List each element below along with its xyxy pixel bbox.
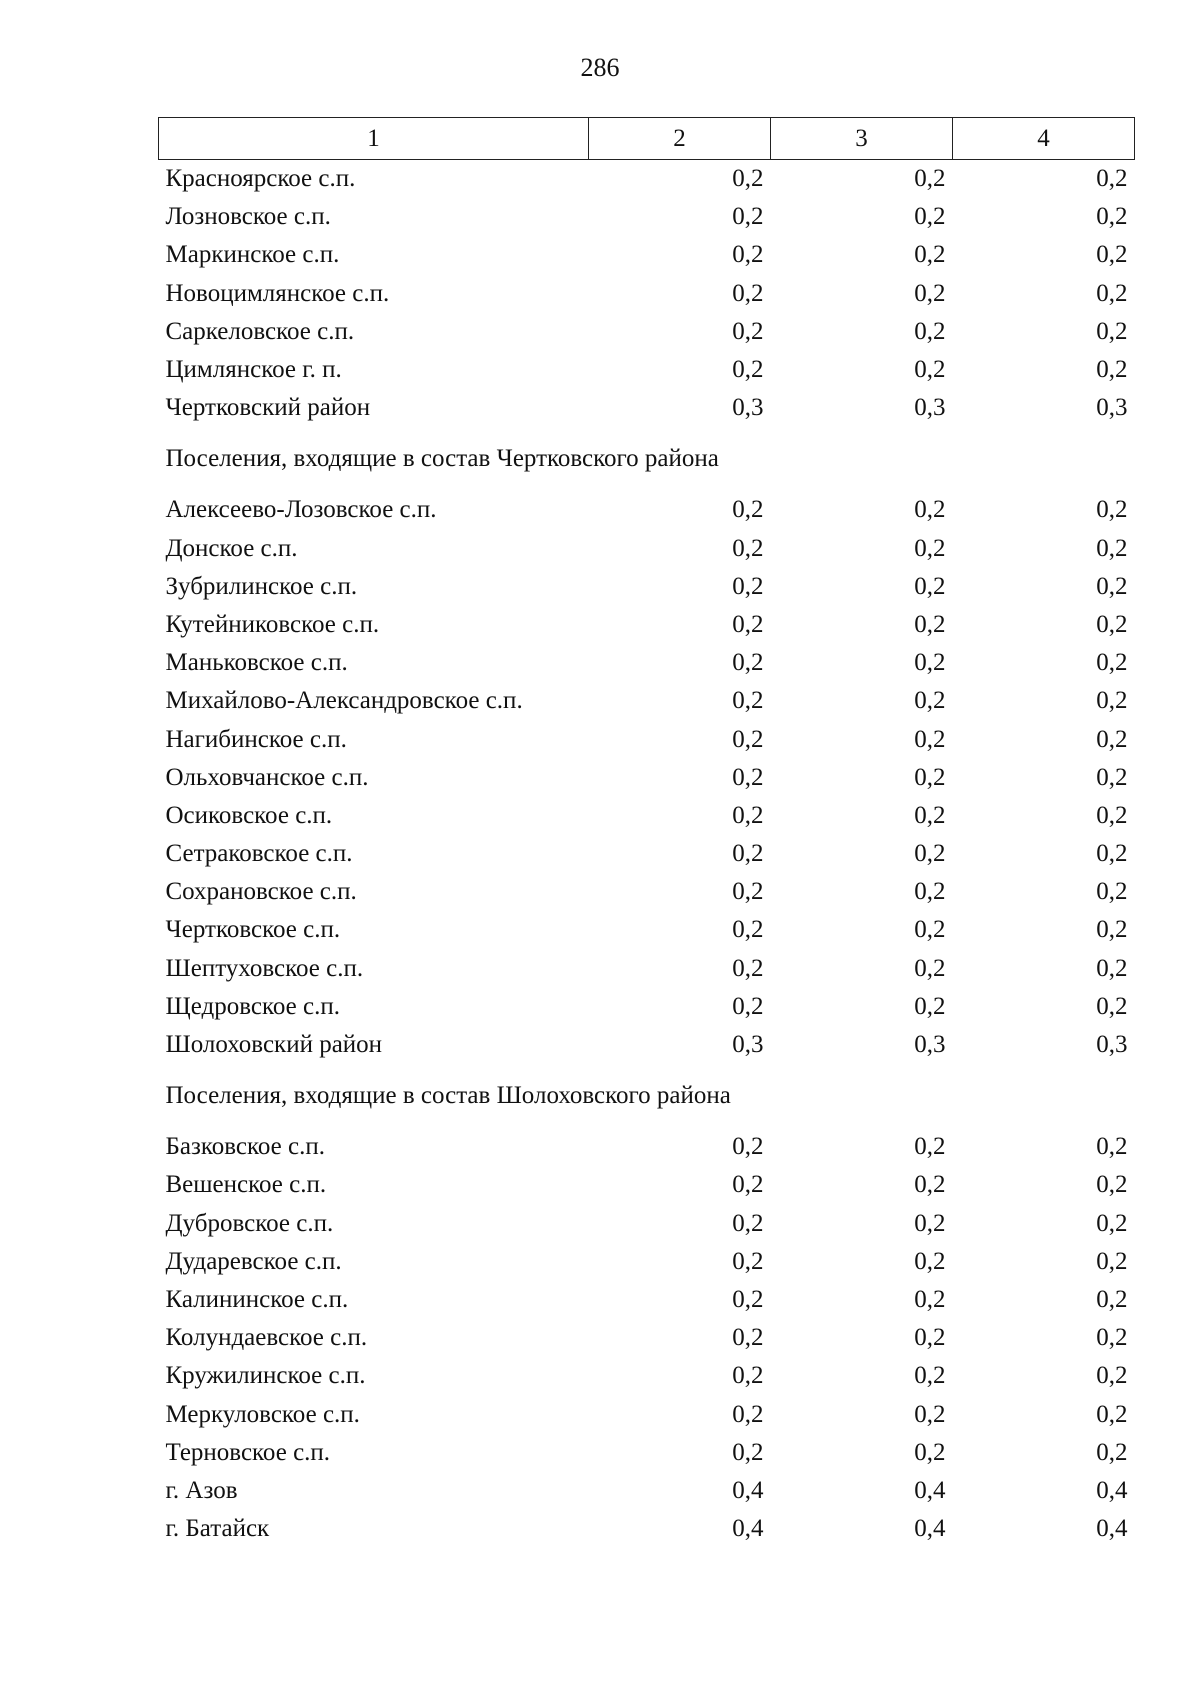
value-cell-col-4: 0,2 — [1096, 1285, 1128, 1313]
column-header-2: 2 — [589, 118, 771, 160]
value-cell-col-3: 0,4 — [914, 1515, 946, 1543]
value-cell-col-3: 0,2 — [914, 241, 946, 269]
value-cell-col-2: 0,2 — [732, 241, 764, 269]
page-number: 286 — [580, 53, 620, 82]
value-cell-col-2: 0,2 — [732, 687, 764, 715]
value-cell-col-3: 0,2 — [914, 1362, 946, 1390]
value-cell-col-2: 0,2 — [732, 572, 764, 600]
table-row — [159, 1357, 1135, 1395]
value-cell-col-4: 0,2 — [1096, 801, 1128, 829]
table-row — [159, 275, 1135, 313]
value-cell-col-3: 0,2 — [914, 572, 946, 600]
table-row — [159, 988, 1135, 1026]
value-cell-col-2: 0,2 — [732, 317, 764, 345]
table-header — [159, 118, 1135, 160]
settlement-name-cell: Шептуховское с.п. — [165, 954, 364, 982]
value-cell-col-4: 0,2 — [1096, 572, 1128, 600]
settlement-name-cell: Цимлянское г. п. — [165, 356, 342, 384]
table-row — [159, 1205, 1135, 1243]
value-cell-col-4: 0,2 — [1096, 1209, 1128, 1237]
value-cell-col-3: 0,2 — [914, 1209, 946, 1237]
value-cell-col-2: 0,2 — [732, 1285, 764, 1313]
section-subheader-row — [159, 427, 1135, 491]
settlement-name-cell: Сетраковское с.п. — [165, 840, 353, 868]
value-cell-col-4: 0,2 — [1096, 241, 1128, 269]
table-row — [159, 351, 1135, 389]
data-table — [158, 117, 1135, 1548]
value-cell-col-2: 0,2 — [732, 1438, 764, 1466]
table-row — [159, 1128, 1135, 1166]
header-row — [159, 118, 1135, 160]
value-cell-col-4: 0,2 — [1096, 1247, 1128, 1275]
value-cell-col-3: 0,2 — [914, 992, 946, 1020]
value-cell-col-2: 0,2 — [732, 992, 764, 1020]
value-cell-col-2: 0,2 — [732, 916, 764, 944]
value-cell-col-3: 0,2 — [914, 610, 946, 638]
settlement-name-cell: Калининское с.п. — [165, 1285, 349, 1313]
value-cell-col-3: 0,2 — [914, 1285, 946, 1313]
value-cell-col-3: 0,2 — [914, 1400, 946, 1428]
settlement-name-cell: Дубровское с.п. — [165, 1209, 334, 1237]
value-cell-col-4: 0,2 — [1096, 725, 1128, 753]
table-row — [159, 797, 1135, 835]
value-cell-col-3: 0,2 — [914, 649, 946, 677]
value-cell-col-4: 0,2 — [1096, 840, 1128, 868]
settlement-name-cell: Колундаевское с.п. — [165, 1324, 368, 1352]
settlement-name-cell: Красноярское с.п. — [165, 165, 356, 193]
value-cell-col-4: 0,2 — [1096, 649, 1128, 677]
settlement-name-cell: г. Батайск — [165, 1515, 270, 1543]
table-row — [159, 1281, 1135, 1319]
settlement-name-cell: Базковское с.п. — [165, 1133, 325, 1161]
value-cell-col-4: 0,2 — [1096, 1362, 1128, 1390]
value-cell-col-4: 0,2 — [1096, 534, 1128, 562]
value-cell-col-2: 0,2 — [732, 1133, 764, 1161]
settlement-name-cell: г. Азов — [165, 1476, 238, 1504]
settlement-name-cell: Лозновское с.п. — [165, 203, 331, 231]
value-cell-col-4: 0,2 — [1096, 1438, 1128, 1466]
settlement-name-cell: Шолоховский район — [165, 1031, 383, 1059]
table-row — [159, 682, 1135, 720]
value-cell-col-4: 0,2 — [1096, 165, 1128, 193]
value-cell-col-2: 0,2 — [732, 534, 764, 562]
value-cell-col-2: 0,2 — [732, 1171, 764, 1199]
section-subheader-text: Поселения, входящие в состав Шолоховского района — [165, 1082, 731, 1110]
value-cell-col-3: 0,4 — [914, 1476, 946, 1504]
value-cell-col-4: 0,2 — [1096, 992, 1128, 1020]
table-row — [159, 644, 1135, 682]
table-row — [159, 606, 1135, 644]
settlement-name-cell: Чертковское с.п. — [165, 916, 341, 944]
value-cell-col-4: 0,2 — [1096, 1400, 1128, 1428]
settlement-name-cell: Щедровское с.п. — [165, 992, 340, 1020]
settlement-name-cell: Вешенское с.п. — [165, 1171, 327, 1199]
table-row — [159, 1243, 1135, 1281]
value-cell-col-3: 0,2 — [914, 801, 946, 829]
value-cell-col-3: 0,2 — [914, 1171, 946, 1199]
table-row — [159, 1472, 1135, 1510]
value-cell-col-3: 0,2 — [914, 763, 946, 791]
value-cell-col-3: 0,2 — [914, 725, 946, 753]
table-row — [159, 1166, 1135, 1204]
value-cell-col-2: 0,2 — [732, 763, 764, 791]
column-header-4: 4 — [953, 118, 1135, 160]
value-cell-col-4: 0,2 — [1096, 279, 1128, 307]
value-cell-col-4: 0,3 — [1096, 1031, 1128, 1059]
value-cell-col-4: 0,4 — [1096, 1476, 1128, 1504]
value-cell-col-2: 0,4 — [732, 1476, 764, 1504]
settlement-name-cell: Маркинское с.п. — [165, 241, 340, 269]
table-row — [159, 568, 1135, 606]
value-cell-col-3: 0,2 — [914, 203, 946, 231]
value-cell-col-3: 0,2 — [914, 496, 946, 524]
value-cell-col-3: 0,2 — [914, 878, 946, 906]
settlement-name-cell: Зубрилинское с.п. — [165, 572, 358, 600]
value-cell-col-4: 0,2 — [1096, 916, 1128, 944]
table-row — [159, 1510, 1135, 1548]
value-cell-col-2: 0,2 — [732, 954, 764, 982]
value-cell-col-3: 0,2 — [914, 279, 946, 307]
section-subheader-row — [159, 1064, 1135, 1128]
value-cell-col-4: 0,4 — [1096, 1515, 1128, 1543]
value-cell-col-3: 0,3 — [914, 1031, 946, 1059]
table-row — [159, 911, 1135, 949]
value-cell-col-3: 0,2 — [914, 840, 946, 868]
value-cell-col-3: 0,2 — [914, 1133, 946, 1161]
settlement-name-cell: Маньковское с.п. — [165, 649, 348, 677]
settlement-name-cell: Меркуловское с.п. — [165, 1400, 360, 1428]
value-cell-col-2: 0,2 — [732, 840, 764, 868]
value-cell-col-2: 0,2 — [732, 610, 764, 638]
value-cell-col-2: 0,2 — [732, 878, 764, 906]
value-cell-col-2: 0,3 — [732, 1031, 764, 1059]
settlement-name-cell: Новоцимлянское с.п. — [165, 279, 390, 307]
value-cell-col-2: 0,2 — [732, 1400, 764, 1428]
value-cell-col-2: 0,2 — [732, 279, 764, 307]
column-header-1: 1 — [159, 118, 589, 160]
settlement-name-cell: Сохрановское с.п. — [165, 878, 357, 906]
value-cell-col-3: 0,2 — [914, 534, 946, 562]
settlement-name-cell: Чертковский район — [165, 394, 371, 422]
column-header-3: 3 — [771, 118, 953, 160]
table-row — [159, 1395, 1135, 1433]
value-cell-col-4: 0,2 — [1096, 317, 1128, 345]
settlement-name-cell: Нагибинское с.п. — [165, 725, 347, 753]
value-cell-col-4: 0,2 — [1096, 1133, 1128, 1161]
value-cell-col-4: 0,2 — [1096, 763, 1128, 791]
value-cell-col-3: 0,2 — [914, 1438, 946, 1466]
value-cell-col-3: 0,2 — [914, 954, 946, 982]
settlement-name-cell: Дударевское с.п. — [165, 1247, 342, 1275]
value-cell-col-3: 0,2 — [914, 687, 946, 715]
table-row — [159, 198, 1135, 236]
value-cell-col-3: 0,2 — [914, 356, 946, 384]
value-cell-col-3: 0,3 — [914, 394, 946, 422]
settlement-name-cell: Осиковское с.п. — [165, 801, 333, 829]
settlement-name-cell: Михайлово-Александровское с.п. — [165, 687, 523, 715]
settlement-name-cell: Терновское с.п. — [165, 1438, 331, 1466]
value-cell-col-2: 0,2 — [732, 801, 764, 829]
table-row — [159, 1319, 1135, 1357]
table-row — [159, 873, 1135, 911]
value-cell-col-4: 0,2 — [1096, 687, 1128, 715]
value-cell-col-4: 0,2 — [1096, 954, 1128, 982]
value-cell-col-2: 0,2 — [732, 1362, 764, 1390]
table-row — [159, 950, 1135, 988]
value-cell-col-4: 0,3 — [1096, 394, 1128, 422]
table-body — [159, 160, 1135, 1549]
value-cell-col-2: 0,2 — [732, 356, 764, 384]
table-row — [159, 313, 1135, 351]
settlement-name-cell: Кружилинское с.п. — [165, 1362, 366, 1390]
value-cell-col-4: 0,2 — [1096, 1171, 1128, 1199]
table-row — [159, 835, 1135, 873]
value-cell-col-4: 0,2 — [1096, 1324, 1128, 1352]
settlement-name-cell: Ольховчанское с.п. — [165, 763, 369, 791]
table-row — [159, 389, 1135, 427]
value-cell-col-2: 0,2 — [732, 165, 764, 193]
value-cell-col-2: 0,2 — [732, 725, 764, 753]
table-row — [159, 160, 1135, 199]
section-subheader-text: Поселения, входящие в состав Чертковского района — [165, 445, 719, 473]
value-cell-col-4: 0,2 — [1096, 610, 1128, 638]
value-cell-col-2: 0,3 — [732, 394, 764, 422]
value-cell-col-4: 0,2 — [1096, 203, 1128, 231]
value-cell-col-2: 0,2 — [732, 1247, 764, 1275]
table-row — [159, 491, 1135, 529]
table-row — [159, 1434, 1135, 1472]
table-row — [159, 530, 1135, 568]
table-row — [159, 720, 1135, 758]
value-cell-col-2: 0,2 — [732, 1324, 764, 1352]
settlement-name-cell: Саркеловское с.п. — [165, 317, 355, 345]
value-cell-col-4: 0,2 — [1096, 356, 1128, 384]
value-cell-col-2: 0,2 — [732, 1209, 764, 1237]
value-cell-col-3: 0,2 — [914, 165, 946, 193]
value-cell-col-3: 0,2 — [914, 916, 946, 944]
value-cell-col-2: 0,2 — [732, 496, 764, 524]
table-row — [159, 236, 1135, 274]
value-cell-col-3: 0,2 — [914, 1247, 946, 1275]
value-cell-col-2: 0,2 — [732, 203, 764, 231]
table-row — [159, 759, 1135, 797]
value-cell-col-3: 0,2 — [914, 1324, 946, 1352]
value-cell-col-2: 0,4 — [732, 1515, 764, 1543]
value-cell-col-4: 0,2 — [1096, 878, 1128, 906]
value-cell-col-3: 0,2 — [914, 317, 946, 345]
table-row — [159, 1026, 1135, 1064]
value-cell-col-2: 0,2 — [732, 649, 764, 677]
settlement-name-cell: Кутейниковское с.п. — [165, 610, 380, 638]
settlement-name-cell: Алексеево-Лозовское с.п. — [165, 496, 437, 524]
settlement-name-cell: Донское с.п. — [165, 534, 298, 562]
value-cell-col-4: 0,2 — [1096, 496, 1128, 524]
